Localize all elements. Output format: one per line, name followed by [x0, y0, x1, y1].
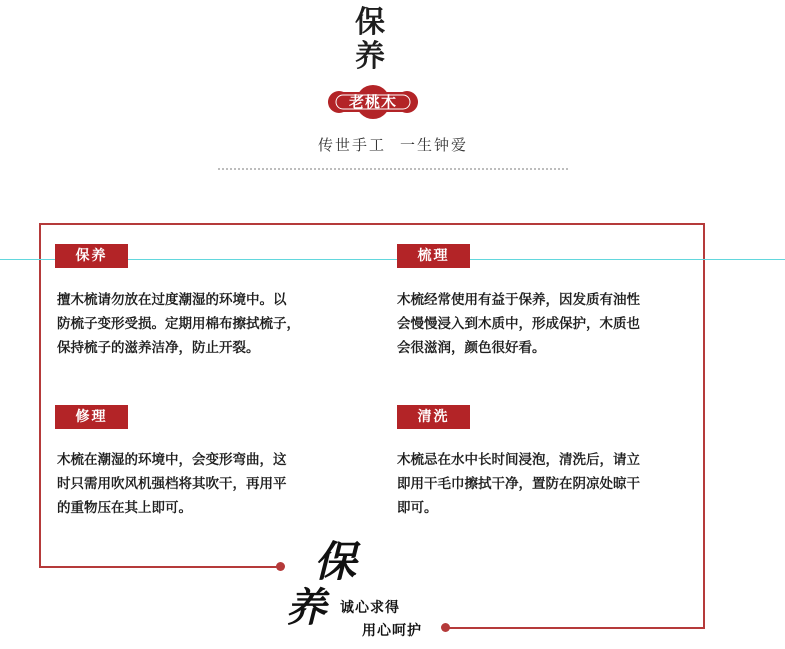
badge-label: 老桃木 — [348, 93, 397, 111]
brand-badge — [326, 84, 420, 120]
section-tag-repair: 修理 — [55, 405, 128, 429]
tagline — [240, 134, 546, 155]
text-line: 防梳子变形受损。定期用棉布擦拭梳子， — [57, 316, 300, 332]
frame-bottom-right — [447, 627, 705, 629]
text-line: 的重物压在其上即可。 — [57, 500, 192, 516]
frame-bottom-left — [39, 566, 279, 568]
tagline-part-2: 一生钟爱 — [400, 136, 469, 154]
frame-right — [703, 223, 705, 629]
text-line: 即可。 — [397, 500, 438, 516]
section-text-care — [57, 288, 357, 360]
text-line: 会很滋润，颜色很好看。 — [397, 340, 546, 356]
frame-top — [39, 223, 705, 225]
text-line: 木梳经常使用有益于保养，因发质有油性 — [397, 292, 640, 308]
text-line: 时只需用吹风机强档将其吹干，再用平 — [57, 476, 287, 492]
section-text-combing — [397, 288, 697, 360]
text-line: 即用干毛巾擦拭干净，置防在阴凉处晾干 — [397, 476, 640, 492]
page-title — [350, 6, 390, 74]
text-line: 木梳忌在水中长时间浸泡，清洗后，请立 — [397, 452, 640, 468]
text-line: 保持梳子的滋养洁净，防止开裂。 — [57, 340, 260, 356]
dotted-divider — [218, 158, 568, 170]
title-char-2: 养 — [355, 39, 385, 74]
section-tag-care: 保养 — [55, 244, 128, 268]
section-tag-combing: 梳理 — [397, 244, 470, 268]
section-tag-cleaning: 清洗 — [397, 405, 470, 429]
calligraphy-char-1: 保 — [314, 537, 357, 586]
slogan-line-2: 用心呵护 — [362, 623, 422, 639]
section-text-cleaning — [397, 448, 697, 520]
tagline-part-1: 传世手工 — [317, 136, 386, 154]
frame-left — [39, 223, 41, 568]
text-line: 会慢慢浸入到木质中，形成保护，木质也 — [397, 316, 640, 332]
slogan-line-1: 诚心求得 — [340, 600, 400, 616]
section-text-repair — [57, 448, 357, 520]
frame-end-dot-left — [276, 562, 285, 571]
text-line: 木梳在潮湿的环境中，会变形弯曲，这 — [57, 452, 287, 468]
calligraphy-char-2: 养 — [286, 584, 326, 631]
title-char-1: 保 — [355, 5, 385, 40]
frame-end-dot-right — [441, 623, 450, 632]
text-line: 擅木梳请勿放在过度潮湿的环境中。以 — [57, 292, 287, 308]
